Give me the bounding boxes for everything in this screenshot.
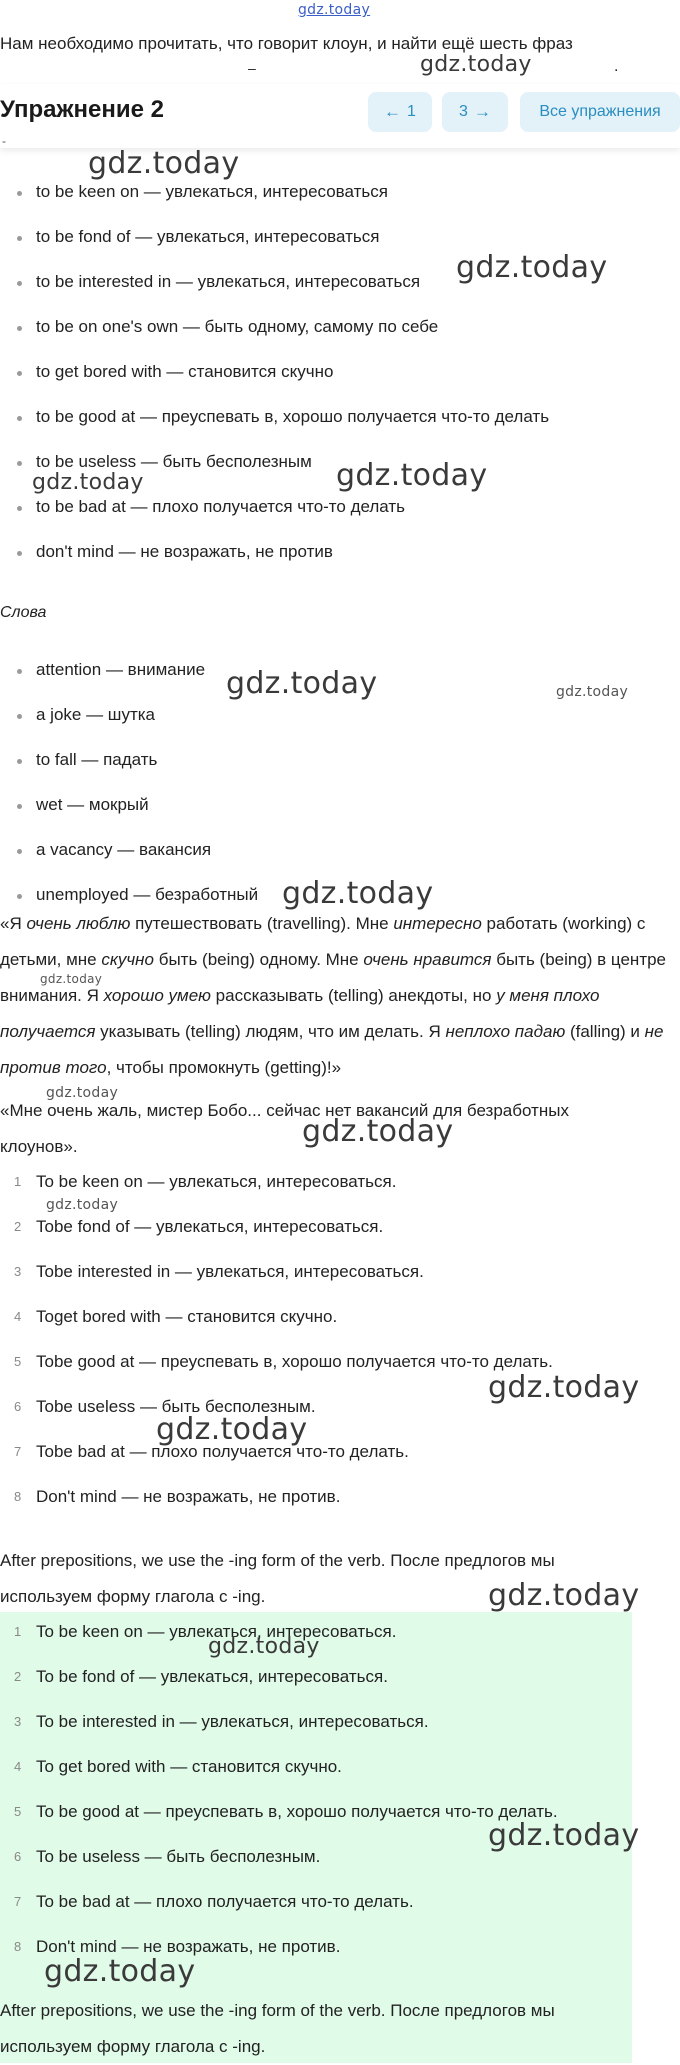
watermark: gdz.today: [556, 684, 629, 700]
next-exercise-button[interactable]: [442, 92, 508, 132]
list-item: to be keen on — увлекаться, интересоваться: [36, 182, 388, 201]
all-exercises-button[interactable]: [520, 92, 680, 132]
list-item: a joke — шутка: [36, 705, 155, 724]
prev-exercise-label: 1: [407, 103, 416, 120]
watermark: gdz.today: [456, 250, 608, 285]
list-item: attention — внимание: [36, 660, 206, 679]
grammar-note-1: After prepositions, we use the -ing form of the verb. После предлогов мы используем форму глагола с -ing.: [0, 1551, 555, 1606]
words-section-label: Слова: [0, 604, 47, 621]
list-item: to get bored with — становится скучно: [36, 362, 334, 381]
watermark: gdz.today: [40, 972, 103, 986]
watermark: gdz.today: [302, 1114, 454, 1149]
watermark: gdz.today: [282, 876, 434, 911]
arrow-right-icon: →: [473, 102, 491, 121]
watermark: gdz.today: [488, 1818, 640, 1853]
intro-dot: .: [614, 58, 619, 75]
watermark: gdz.today: [46, 1197, 119, 1213]
list-item: a vacancy — вакансия: [36, 840, 212, 859]
list-item: to be fond of — увлекаться, интересоваться: [36, 227, 380, 246]
list-item: to fall — падать: [36, 750, 158, 769]
watermark: gdz.today: [88, 146, 240, 181]
page-title: Упражнение 2: [0, 96, 164, 123]
all-exercises-label: Все упражнения: [539, 103, 661, 120]
list-item: to be interested in — увлекаться, интересоваться: [36, 272, 421, 291]
next-exercise-label: 3: [459, 103, 468, 120]
prev-exercise-button[interactable]: [368, 92, 432, 132]
watermark: gdz.today: [488, 1578, 640, 1613]
watermark: gdz.today: [46, 1085, 119, 1101]
intro-dash: –: [248, 60, 256, 76]
watermark: gdz.today: [488, 1370, 640, 1405]
watermark: gdz.today: [336, 458, 488, 493]
watermark: gdz.today: [156, 1412, 308, 1447]
list-item: to be bad at — плохо получается что-то делать: [36, 497, 406, 516]
cut-glyph: -: [2, 134, 6, 148]
arrow-left-icon: ←: [384, 102, 402, 121]
reply-text: «Мне очень жаль, мистер Бобо... сейчас нет вакансий для безработных клоунов».: [0, 1101, 569, 1156]
list-item: to be useless — быть бесполезным: [36, 452, 312, 471]
list-item: unemployed — безработный: [36, 885, 259, 904]
watermark: gdz.today: [32, 470, 144, 495]
watermark: gdz.today: [226, 666, 378, 701]
watermark: gdz.today: [44, 1954, 196, 1989]
intro-text: Нам необходимо прочитать, что говорит клоун, и найти ещё шесть фраз: [0, 34, 573, 53]
list-item: to be on one's own — быть одному, самому по себе: [36, 317, 439, 336]
site-logo[interactable]: gdz.today: [298, 2, 371, 18]
grammar-note-2: After prepositions, we use the -ing form of the verb. После предлогов мы используем форму глагола с -ing.: [0, 2001, 555, 2056]
list-item: wet — мокрый: [36, 795, 149, 814]
clown-quote: «Я очень люблю путешествовать (travelling). Мне интересно работать (working) с детьми, мне скучно быть (being) одному. Мне очень нравится быть (being) в центре внимания. Я хорошо умею рассказывать (telling) анекдоты, но у меня плохо получается указывать (telling) людям, что им делать. Я неплохо падаю (falling) и не против того, чтобы промокнуть (getting)!»: [0, 914, 667, 1077]
watermark: gdz.today: [420, 52, 532, 77]
list-item: to be good at — преуспевать в, хорошо получается что-то делать: [36, 407, 550, 426]
watermark: gdz.today: [208, 1634, 320, 1659]
list-item: don't mind — не возражать, не против: [36, 542, 333, 561]
